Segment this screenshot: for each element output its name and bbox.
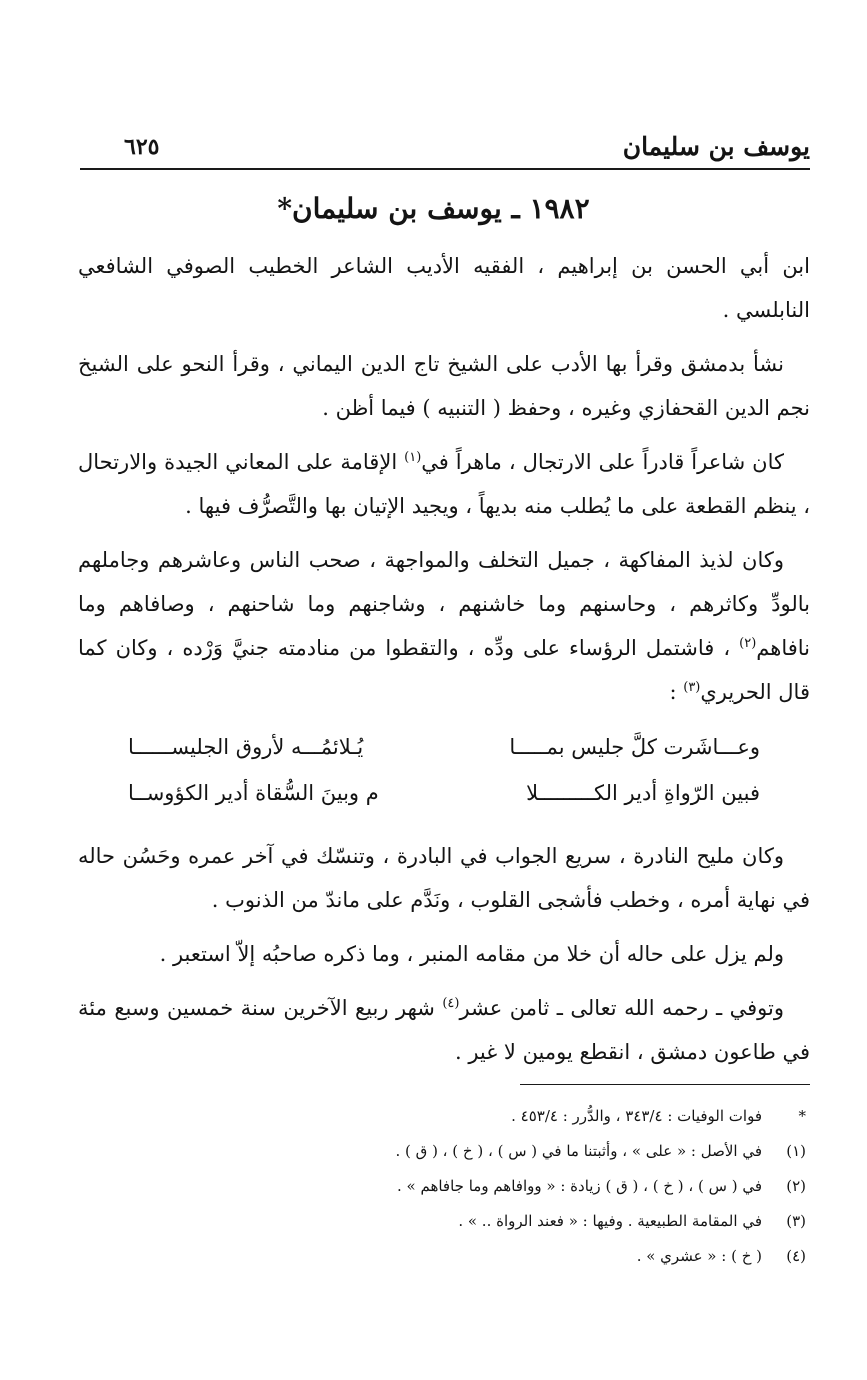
paragraph-death-text-b: شهر ربيع الآخرين سنة خمسين وسبع مئة في طاعون دمشق ، انقطع يومين لا غير . — [78, 996, 810, 1064]
verse-hemistich-second: م وبينَ السُّقاة أدير الكؤوســا — [128, 781, 379, 805]
header-rule — [80, 168, 810, 170]
verse-hemistich-first: وعـــاشَرت كلَّ جليس بمـــــا — [509, 735, 760, 759]
page-number: ٦٢٥ — [124, 134, 160, 160]
footnote-ref-4[interactable]: (٤) — [442, 996, 460, 1011]
footnote-ref-3[interactable]: (٣) — [683, 680, 701, 695]
paragraph-poetry-text-a: كان شاعراً قادراً على الارتجال ، ماهراً في — [421, 450, 785, 474]
footnote-ref-1[interactable]: (١) — [404, 450, 422, 465]
entry-body — [78, 244, 810, 1274]
verse-block — [78, 724, 810, 816]
footnote — [78, 1239, 810, 1274]
paragraph-character — [78, 538, 810, 714]
footnote-mark: (٣) — [786, 1212, 806, 1230]
footnote — [78, 1099, 810, 1134]
footnote-mark: (٤) — [786, 1247, 806, 1265]
paragraph-character-text-a: وكان لذيذ المفاكهة ، جميل التخلف والمواجهة ، صحب الناس وعاشرهم وجاملهم بالودِّ وكاثرهم ، وحاسنهم وما خاشنهم ، وشاجنهم وما شاحنهم ، وصافاهم وما نافاهم — [78, 548, 810, 660]
footnote-rule — [520, 1084, 810, 1085]
footnote — [78, 1169, 810, 1204]
footnote — [78, 1204, 810, 1239]
footnotes — [78, 1099, 810, 1274]
paragraph-education: نشأ بدمشق وقرأ بها الأدب على الشيخ تاج الدين اليماني ، وقرأ النحو على الشيخ نجم الدين القحفازي وغيره ، وحفظ ( التنبيه ) فيما أظن . — [78, 352, 810, 420]
running-head — [80, 132, 810, 168]
footnote-ref-2[interactable]: (٢) — [739, 636, 757, 651]
footnote-text: في المقامة الطبيعية . وفيها : « فعند الرواة .. » . — [458, 1212, 762, 1230]
verse-hemistich-first: فبين الرّواةِ أدير الكـــــــــلا — [526, 781, 760, 805]
footnote-mark: (٢) — [786, 1177, 806, 1195]
paragraph-poetry — [78, 440, 810, 528]
paragraph-poetry-text-b: الإقامة على المعاني الجيدة والارتحال ، ينظم القطعة على ما يُطلب منه بديهاً ، ويجيد الإتيان بها والتَّصرُّف فيها . — [78, 450, 810, 518]
paragraph-pulpit: ولم يزل على حاله أن خلا من مقامه المنبر ، وما ذكره صاحبُه إلاّ استعبر . — [159, 942, 784, 966]
verse-line — [78, 770, 810, 816]
footnote-text: فوات الوفيات : ٣٤٣/٤ ، والدُّرر : ٤٥٣/٤ . — [511, 1107, 762, 1125]
footnote — [78, 1134, 810, 1169]
verse-hemistich-second: يُـلائمُـــه لأروق الجليســــــا — [128, 735, 364, 759]
entry-title: ١٩٨٢ ـ يوسف بن سليمان* — [277, 192, 590, 225]
footnote-text: في الأصل : « على » ، وأثبتنا ما في ( س ) ، ( خ ) ، ( ق ) . — [395, 1142, 762, 1160]
paragraph-character-text-b: ، فاشتمل الرؤساء على ودِّه ، والتقطوا من منادمته جنيَّ وَرْده ، وكان كما قال الحريري — [78, 636, 810, 704]
paragraph-wit: وكان مليح النادرة ، سريع الجواب في البادرة ، وتنسّك في آخر عمره وحَسُن حاله في نهاية أمره ، وخطب فأشجى القلوب ، ونَدَّم على ماندّ من الذنوب . — [78, 844, 810, 912]
footnote-text: في ( س ) ، ( خ ) ، ( ق ) زيادة : « ووافاهم وما جافاهم » . — [396, 1177, 762, 1195]
paragraph-death-text-a: وتوفي ـ رحمه الله تعالى ـ ثامن عشر — [459, 996, 785, 1020]
paragraph-character-text-c: : — [669, 680, 684, 704]
paragraph-lineage: ابن أبي الحسن بن إبراهيم ، الفقيه الأديب الشاعر الخطيب الصوفي الشافعي النابلسي . — [78, 254, 810, 322]
verse-line — [78, 724, 810, 770]
paragraph-death — [78, 986, 810, 1074]
footnote-mark: (١) — [786, 1142, 806, 1160]
footnote-mark: * — [798, 1107, 806, 1125]
running-head-title: يوسف بن سليمان — [622, 132, 810, 161]
footnote-text: ( خ ) : « عشري » . — [636, 1247, 762, 1265]
